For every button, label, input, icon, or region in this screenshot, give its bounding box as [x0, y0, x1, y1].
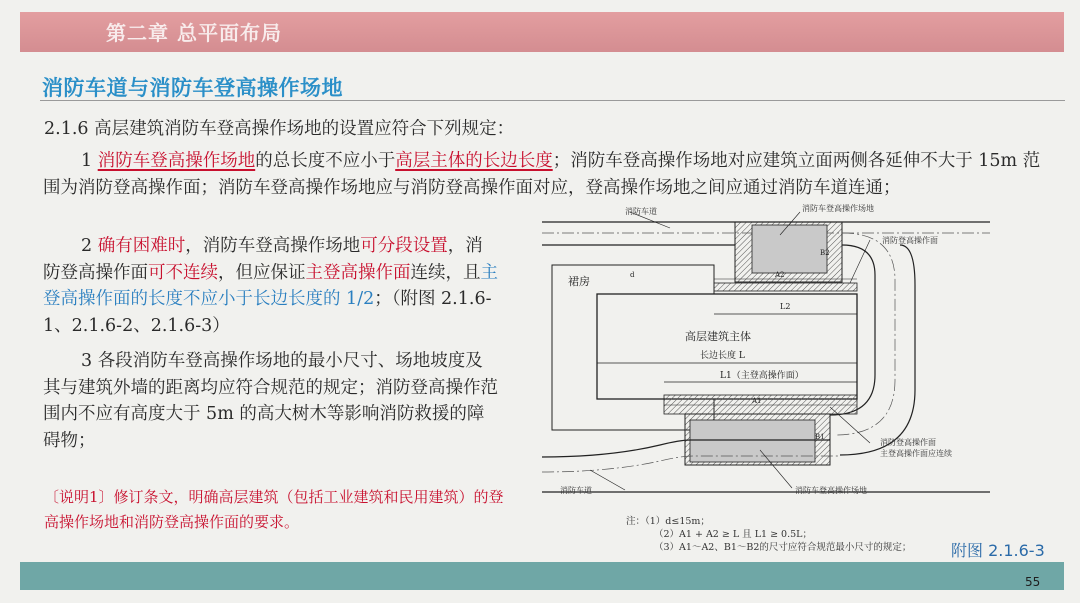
label-fire-lane-bottom: 消防车道: [560, 486, 592, 495]
explanation-note: 〔说明1〕修订条文，明确高层建筑（包括工业建筑和民用建筑）的登高操作场地和消防登高操作面的要求。: [44, 488, 504, 531]
item2-text-4: 连续，且: [410, 262, 481, 283]
item2-text-2: ，消防登高操作面: [43, 236, 483, 283]
label-site-bottom: 消防车登高操作场地: [795, 486, 867, 495]
label-b1: B1: [815, 433, 825, 441]
page-number: 55: [1025, 575, 1041, 589]
clause-item-2: [43, 233, 498, 339]
leader-lane-bottom: [590, 470, 625, 490]
figure-caption: 附图 2.1.6-3: [951, 541, 1045, 560]
item2-highlight-half-length: 主登高操作面的长度不应小于长边长度的 1/2: [43, 262, 498, 309]
item1-highlight-site: 消防车登高操作场地: [97, 151, 256, 171]
item1-number: 1: [81, 151, 98, 171]
figure-note-1: 注：（1）d≤15m；: [626, 516, 710, 527]
item2-text-5: ；（附图 2.1.6-1、2.1.6-2、2.1.6-3）: [43, 289, 492, 336]
label-d: d: [630, 271, 635, 279]
item1-text-1: 的总长度不应小于: [255, 151, 396, 171]
item2-highlight-difficulty: 确有困难时: [97, 236, 186, 256]
figure-note-3: （3）A1～A2、B1～B2的尺寸应符合规范最小尺寸的规定；: [654, 542, 912, 553]
footer-bar: [20, 562, 1064, 590]
figure-notes: [626, 515, 911, 554]
label-face-top: 消防登高操作面: [882, 236, 938, 245]
main-building-outline: [597, 294, 857, 399]
platform-top-inner: [752, 225, 827, 273]
label-long-side: 长边长度 L: [700, 351, 745, 361]
clause-item-1: [43, 148, 1043, 201]
figure-note-2: （2）A1 + A2 ≥ L 且 L1 ≥ 0.5L；: [654, 529, 812, 540]
label-l1: L1（主登高操作面）: [720, 371, 804, 381]
label-fire-lane-top: 消防车道: [625, 207, 657, 216]
item2-text-3: ，但应保证: [218, 262, 306, 283]
title-divider: [40, 100, 1065, 101]
label-a2: A2: [775, 271, 785, 279]
label-face-right: 消防登高操作面: [880, 438, 936, 447]
section-title: 消防车道与消防车登高操作场地: [42, 76, 343, 100]
label-site-top: 消防车登高操作场地: [802, 204, 874, 213]
site-plan-diagram: [530, 195, 990, 515]
item2-text-1: ，消防车登高操作场地: [185, 236, 361, 256]
label-podium: 裙房: [568, 275, 590, 288]
clause-intro: 2.1.6 高层建筑消防车登高操作场地的设置应符合下列规定：: [44, 119, 515, 139]
label-main-building: 高层建筑主体: [685, 330, 751, 343]
face-strip-top: [714, 283, 857, 291]
item1-highlight-length: 高层主体的长边长度: [395, 151, 553, 171]
item2-highlight-discontinuous: 可不连续: [148, 262, 218, 283]
chapter-title: 第二章 总平面布局: [106, 21, 282, 45]
item2-highlight-segmented: 可分段设置: [360, 236, 448, 256]
label-main-face-continuous: 主登高操作面应连续: [880, 449, 952, 458]
item1-text-2: ；消防车登高操作场地对应建筑立面两侧各延伸不大于 15m 范围为消防登高操作面；消防车登高操作场地应与消防登高操作面对应，登高操作场地之间应通过消防车道连通；: [43, 151, 1041, 198]
item3-text: 3 各段消防车登高操作场地的最小尺寸、场地坡度及其与建筑外墙的距离均应符合规范的规定；消防登高操作范围内不应有高度大于 5m 的高大树木等影响消防救援的障碍物；: [43, 351, 498, 451]
item2-highlight-main-face: 主登高操作面: [305, 262, 411, 283]
label-l2: L2: [780, 302, 791, 311]
item2-number: 2: [81, 236, 98, 256]
label-b2: B2: [820, 249, 830, 257]
clause-item-3: [43, 348, 498, 454]
label-a1: A1: [752, 397, 762, 405]
